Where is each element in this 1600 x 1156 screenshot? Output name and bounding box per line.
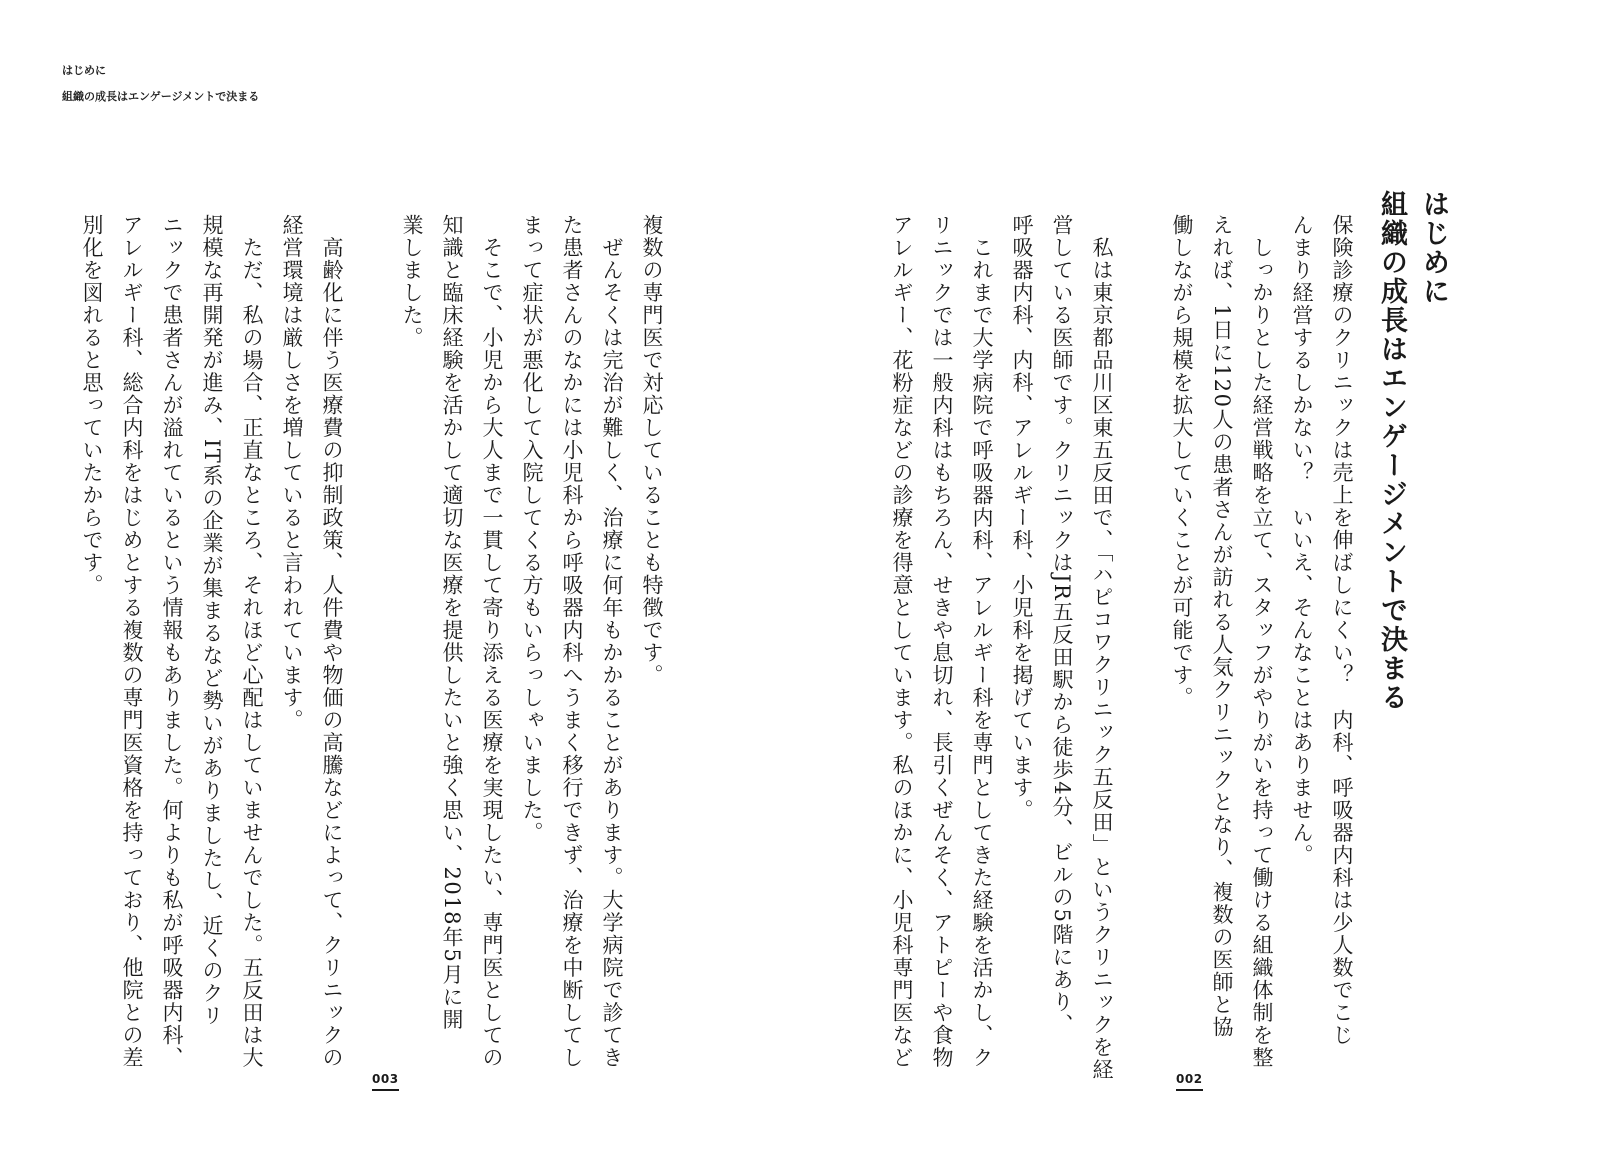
text-column: 保険診療のクリニックは売上を伸ばしにくい？ 内科、呼吸器内科は少人数でこじ	[1330, 214, 1354, 1047]
text-column: ただ、私の場合、正直なところ、それほど心配はしていませんでした。五反田は大	[240, 214, 264, 1069]
text-column: これまで大学病院で呼吸器内科、アレルギー科を専門としてきた経験を活かし、ク	[970, 214, 994, 1069]
text-column: 経営環境は厳しさを増していると言われています。	[280, 214, 304, 732]
text-column: 業しました。	[400, 214, 424, 349]
text-column: ぜんそくは完治が難しく、治療に何年もかかることがあります。大学病院で診てき	[600, 214, 624, 1069]
page-number-right: 002	[1176, 1072, 1203, 1091]
text-column: んまり経営するしかない？ いいえ、そんなことはありません。	[1290, 214, 1314, 867]
text-column: 働しながら規模を拡大していくことが可能です。	[1170, 214, 1194, 709]
text-column: アレルギー科、総合内科をはじめとする複数の専門医資格を持っており、他院との差	[120, 214, 144, 1069]
text-column: ニックで患者さんが溢れているという情報もありました。何よりも私が呼吸器内科、	[160, 214, 184, 1069]
text-column: 規模な再開発が進み、IT系の企業が集まるなど勢いがありましたし、近くのクリ	[200, 214, 224, 1027]
chapter-heading-label: はじめに	[1418, 190, 1449, 306]
text-column: まって症状が悪化して入院してくる方もいらっしゃいました。	[520, 214, 544, 844]
running-head-title: 組織の成長はエンゲージメントで決まる	[62, 90, 260, 103]
text-column: えれば、1日に120人の患者さんが訪れる人気クリニックとなり、複数の医師と協	[1210, 214, 1234, 1039]
text-column: た患者さんのなかには小児科から呼吸器内科へうまく移行できず、治療を中断してし	[560, 214, 584, 1069]
text-column: 知識と臨床経験を活かして適切な医療を提供したいと強く思い、2018年5月に開	[440, 214, 464, 1031]
text-column: 別化を図れると思っていたからです。	[80, 214, 104, 597]
text-column: 高齢化に伴う医療費の抑制政策、人件費や物価の高騰などによって、クリニックの	[320, 214, 344, 1069]
running-head-chapter: はじめに	[62, 64, 106, 77]
text-column: アレルギー、花粉症などの診療を得意としています。私のほかに、小児科専門医など	[890, 214, 914, 1069]
text-column: 複数の専門医で対応していることも特徴です。	[640, 214, 664, 687]
chapter-heading-title: 組織の成長はエンゲージメントで決まる	[1376, 190, 1407, 712]
text-column: 呼吸器内科、内科、アレルギー科、小児科を掲げています。	[1010, 214, 1034, 822]
text-column: しっかりとした経営戦略を立て、スタッフがやりがいを持って働ける組織体制を整	[1250, 214, 1274, 1069]
text-column: そこで、小児から大人まで一貫して寄り添える医療を実現したい、専門医としての	[480, 214, 504, 1069]
text-column: 営している医師です。クリニックはJR五反田駅から徒歩4分、ビルの5階にあり、	[1050, 214, 1074, 1036]
text-column: リニックでは一般内科はもちろん、せきや息切れ、長引くぜんそく、アトピーや食物	[930, 214, 954, 1069]
text-column: 私は東京都品川区東五反田で、「ハピコワクリニック五反田」というクリニックを経	[1090, 214, 1114, 1081]
page-number-left: 003	[372, 1072, 399, 1091]
running-head	[62, 58, 259, 110]
